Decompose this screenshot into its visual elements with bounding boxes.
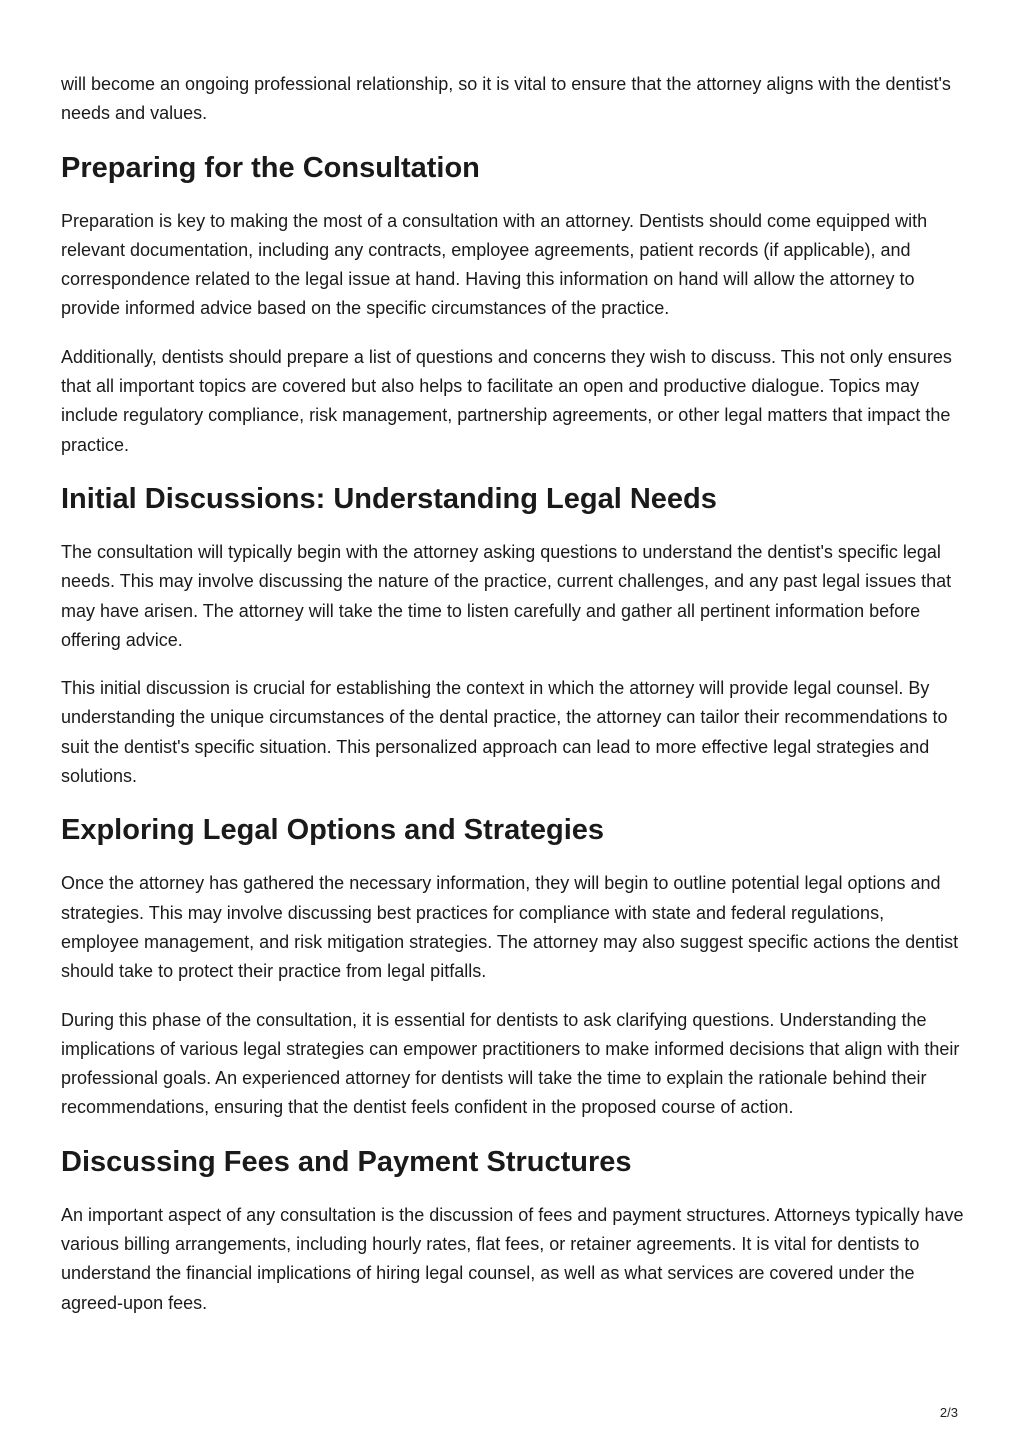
- section-heading: Exploring Legal Options and Strategies: [61, 814, 605, 847]
- section-initial-discussions: [61, 479, 966, 791]
- intro-paragraph: will become an ongoing professional relationship, so it is vital to ensure that the attorney aligns with the dentist's needs and values.: [61, 74, 951, 124]
- section-paragraph: An important aspect of any consultation is the discussion of fees and payment structures. Attorneys typically have various billing arrangements, including hourly rates, flat fees, or retainer agreements. It is vital for dentists to understand the financial implications of hiring legal counsel, as well as what services are covered under the agreed-upon fees.: [61, 1204, 964, 1313]
- document-page: [61, 70, 966, 1337]
- section-paragraph: The consultation will typically begin with the attorney asking questions to understand the dentist's specific legal needs. This may involve discussing the nature of the practice, current challenges, and any past legal issues that may have arisen. The attorney will take the time to listen carefully and gather all pertinent information before offering advice.: [61, 541, 952, 650]
- section-heading: Initial Discussions: Understanding Legal Needs: [61, 482, 717, 515]
- section-heading: Discussing Fees and Payment Structures: [61, 1145, 632, 1178]
- section-fees-payment: [61, 1142, 966, 1318]
- section-paragraph: During this phase of the consultation, it is essential for dentists to ask clarifying questions. Understanding the implications of various legal strategies can empower practitioners to make informed decisions that align with their professional goals. An experienced attorney for dentists will take the time to explain the rationale behind their recommendations, ensuring that the dentist feels confident in the proposed course of action.: [61, 1009, 960, 1118]
- section-exploring-options: [61, 810, 966, 1122]
- section-preparing-consultation: [61, 148, 966, 460]
- section-paragraph: Preparation is key to making the most of a consultation with an attorney. Dentists should come equipped with relevant documentation, including any contracts, employee agreements, patient records (if applicable), and correspondence related to the legal issue at hand. Having this information on hand will allow the attorney to provide informed advice based on the specific circumstances of the practice.: [61, 210, 928, 319]
- page-number: 2/3: [939, 1405, 958, 1420]
- section-paragraph: This initial discussion is crucial for establishing the context in which the attorney will provide legal counsel. By understanding the unique circumstances of the dental practice, the attorney can tailor their recommendations to suit the dentist's specific situation. This personalized approach can lead to more effective legal strategies and solutions.: [61, 678, 948, 787]
- section-paragraph: Once the attorney has gathered the necessary information, they will begin to outline potential legal options and strategies. This may involve discussing best practices for compliance with state and federal regulations, employee management, and risk mitigation strategies. The attorney may also suggest specific actions the dentist should take to protect their practice from legal pitfalls.: [61, 873, 959, 982]
- section-paragraph: Additionally, dentists should prepare a list of questions and concerns they wish to discuss. This not only ensures that all important topics are covered but also helps to facilitate an open and productive dialogue. Topics may include regulatory compliance, risk management, partnership agreements, or other legal matters that impact the practice.: [61, 346, 952, 455]
- section-heading: Preparing for the Consultation: [61, 151, 480, 184]
